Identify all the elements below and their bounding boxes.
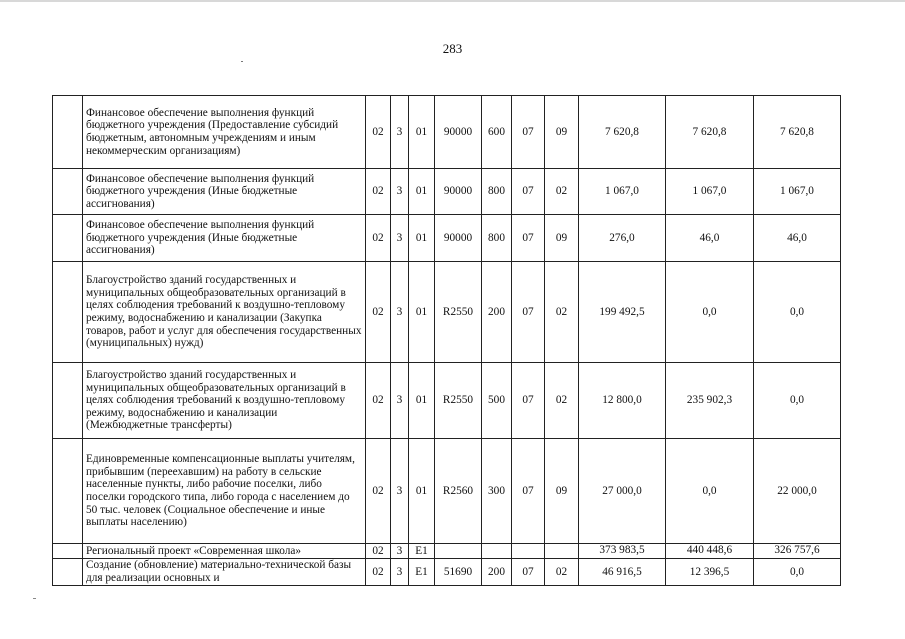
scan-speck	[241, 61, 243, 62]
code-cell: 07	[512, 363, 545, 439]
code-cell: 09	[545, 215, 579, 262]
amount-cell: 46 916,5	[579, 559, 666, 586]
code-cell: 200	[482, 262, 512, 363]
amount-cell: 7 620,8	[754, 96, 841, 169]
amount-cell: 0,0	[754, 262, 841, 363]
amount-cell: 440 448,6	[666, 544, 754, 559]
code-cell: 09	[545, 96, 579, 169]
row-number-cell	[53, 169, 83, 215]
code-cell: 01	[409, 262, 435, 363]
row-number-cell	[53, 215, 83, 262]
item-name-cell: Финансовое обеспечение выполнения функций бюджетного учреждения (Иные бюджетные ассигнования)	[83, 215, 366, 262]
code-cell: 3	[391, 363, 409, 439]
code-cell: 02	[545, 262, 579, 363]
code-cell	[482, 544, 512, 559]
code-cell: 01	[409, 439, 435, 544]
code-cell: 07	[512, 559, 545, 586]
code-cell: 02	[366, 363, 391, 439]
item-name-cell: Единовременные компенсационные выплаты учителям, прибывшим (переехавшим) на работу в сельские населенные пункты, либо рабочие поселки, либо поселки городского типа, либо города с населением до 50 тыс. человек (Социальное обеспечение и иные выплаты населению)	[83, 439, 366, 544]
code-cell: 3	[391, 96, 409, 169]
code-cell	[435, 544, 482, 559]
code-cell: 500	[482, 363, 512, 439]
code-cell: R2550	[435, 363, 482, 439]
amount-cell: 326 757,6	[754, 544, 841, 559]
code-cell: 600	[482, 96, 512, 169]
item-name-cell: Благоустройство зданий государственных и муниципальных общеобразовательных организаций в целях соблюдения требований к воздушно-тепловому режиму, водоснабжению и канализации (Межбюджетные трансферты)	[83, 363, 366, 439]
item-name-cell: Благоустройство зданий государственных и муниципальных общеобразовательных организаций в целях соблюдения требований к воздушно-тепловому режиму, водоснабжению и канализации (Закупка товаров, работ и услуг для обеспечения государственных (муниципальных) нужд)	[83, 262, 366, 363]
amount-cell: 46,0	[666, 215, 754, 262]
code-cell: 3	[391, 439, 409, 544]
amount-cell: 27 000,0	[579, 439, 666, 544]
code-cell: 90000	[435, 169, 482, 215]
scan-speck	[33, 598, 36, 599]
amount-cell: 1 067,0	[666, 169, 754, 215]
table-row	[53, 169, 841, 215]
code-cell: 01	[409, 215, 435, 262]
code-cell: 02	[366, 96, 391, 169]
code-cell: 02	[366, 215, 391, 262]
code-cell: 02	[366, 439, 391, 544]
row-number-cell	[53, 363, 83, 439]
amount-cell: 12 396,5	[666, 559, 754, 586]
amount-cell: 0,0	[666, 439, 754, 544]
code-cell: 3	[391, 215, 409, 262]
code-cell: 02	[545, 169, 579, 215]
code-cell: 90000	[435, 96, 482, 169]
amount-cell: 199 492,5	[579, 262, 666, 363]
amount-cell: 0,0	[666, 262, 754, 363]
code-cell: 02	[366, 544, 391, 559]
code-cell: R2560	[435, 439, 482, 544]
amount-cell: 7 620,8	[579, 96, 666, 169]
item-name-cell: Финансовое обеспечение выполнения функций бюджетного учреждения (Предоставление субсидий бюджетным, автономным учреждениям и иным некоммерческим организациям)	[83, 96, 366, 169]
table-row	[53, 544, 841, 559]
amount-cell: 373 983,5	[579, 544, 666, 559]
page-number: 283	[442, 41, 463, 56]
code-cell: 3	[391, 262, 409, 363]
code-cell	[512, 544, 545, 559]
code-cell: 01	[409, 363, 435, 439]
code-cell: 02	[366, 559, 391, 586]
code-cell: 90000	[435, 215, 482, 262]
amount-cell: 0,0	[754, 559, 841, 586]
code-cell: 01	[409, 169, 435, 215]
table-row	[53, 215, 841, 262]
amount-cell: 12 800,0	[579, 363, 666, 439]
amount-cell: 22 000,0	[754, 439, 841, 544]
amount-cell: 46,0	[754, 215, 841, 262]
code-cell: 51690	[435, 559, 482, 586]
code-cell: 02	[545, 559, 579, 586]
item-name-text: Создание (обновление) материально-технической базы для реализации основных и	[86, 559, 352, 584]
amount-cell: 7 620,8	[666, 96, 754, 169]
item-name-cell: Региональный проект «Современная школа»	[83, 544, 366, 559]
amount-cell: 0,0	[754, 363, 841, 439]
code-cell: 09	[545, 439, 579, 544]
row-number-cell	[53, 559, 83, 586]
amount-cell: 1 067,0	[579, 169, 666, 215]
table-row	[53, 262, 841, 363]
row-number-cell	[53, 439, 83, 544]
code-cell: 07	[512, 169, 545, 215]
amount-cell: 276,0	[579, 215, 666, 262]
code-cell: 07	[512, 96, 545, 169]
code-cell: 3	[391, 544, 409, 559]
code-cell	[545, 544, 579, 559]
row-number-cell	[53, 544, 83, 559]
table-row	[53, 559, 841, 586]
item-name-cell	[83, 559, 366, 586]
code-cell: 02	[366, 169, 391, 215]
budget-table	[52, 95, 841, 586]
code-cell: 07	[512, 262, 545, 363]
code-cell: 300	[482, 439, 512, 544]
amount-cell: 1 067,0	[754, 169, 841, 215]
table-row	[53, 439, 841, 544]
code-cell: 07	[512, 439, 545, 544]
table-row	[53, 363, 841, 439]
code-cell: 800	[482, 169, 512, 215]
code-cell: R2550	[435, 262, 482, 363]
table-row	[53, 96, 841, 169]
code-cell: E1	[409, 544, 435, 559]
item-name-cell: Финансовое обеспечение выполнения функций бюджетного учреждения (Иные бюджетные ассигнования)	[83, 169, 366, 215]
code-cell: E1	[409, 559, 435, 586]
row-number-cell	[53, 262, 83, 363]
code-cell: 800	[482, 215, 512, 262]
code-cell: 200	[482, 559, 512, 586]
code-cell: 07	[512, 215, 545, 262]
top-border-line	[0, 0, 905, 2]
code-cell: 3	[391, 559, 409, 586]
code-cell: 02	[545, 363, 579, 439]
amount-cell: 235 902,3	[666, 363, 754, 439]
code-cell: 3	[391, 169, 409, 215]
row-number-cell	[53, 96, 83, 169]
code-cell: 01	[409, 96, 435, 169]
code-cell: 02	[366, 262, 391, 363]
